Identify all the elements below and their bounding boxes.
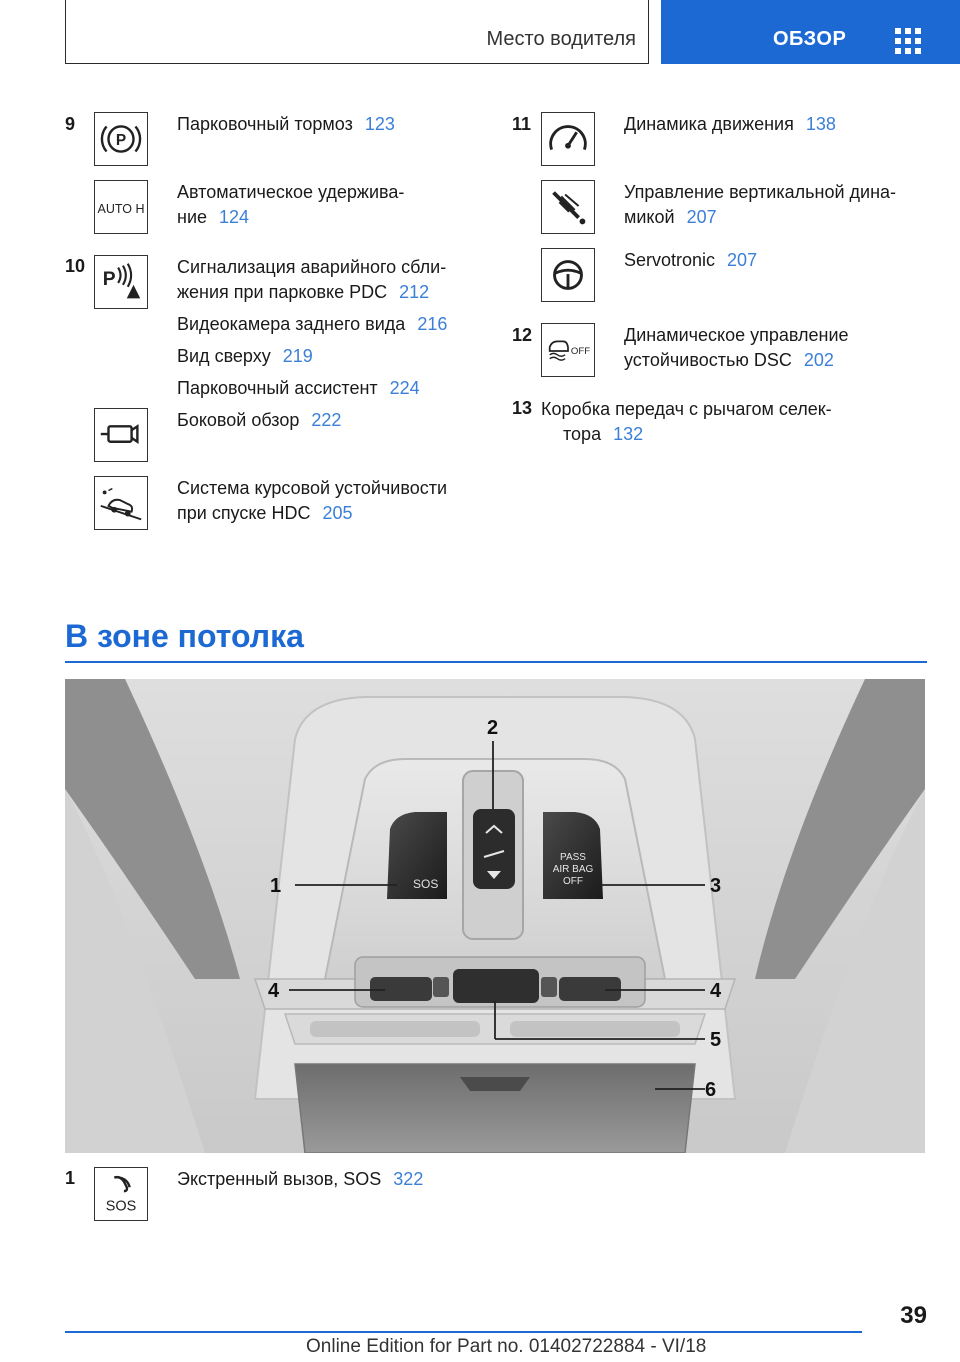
header-overview-tab[interactable] xyxy=(661,0,960,64)
item-label: ние xyxy=(177,207,208,227)
dsc-off-icon xyxy=(541,323,595,377)
item-number: 10 xyxy=(65,256,86,276)
page-link[interactable]: 205 xyxy=(322,503,353,523)
item-text xyxy=(541,397,832,447)
sos-icon xyxy=(94,1167,148,1221)
page-link[interactable]: 219 xyxy=(282,346,313,366)
page-link[interactable]: 124 xyxy=(219,207,250,227)
header-tab-label: ОБЗОР xyxy=(773,28,847,50)
airbag-label-2: AIR BAG xyxy=(552,864,594,875)
park-distance-control-icon xyxy=(94,255,148,309)
page-link[interactable]: 132 xyxy=(613,424,644,444)
callout-6: 6 xyxy=(705,1079,717,1101)
item-label: Динамическое управление xyxy=(624,325,849,345)
section-title: В зоне потолка xyxy=(65,618,304,654)
parking-brake-icon xyxy=(94,112,148,166)
page-link[interactable]: 123 xyxy=(364,114,395,134)
item-text xyxy=(177,476,447,526)
item-text xyxy=(177,255,446,305)
item-text xyxy=(177,180,404,230)
item-label: Сигнализация аварийного сбли- xyxy=(177,257,447,277)
grid-icon xyxy=(895,28,921,54)
item-number: 12 xyxy=(512,325,533,345)
item-label: Управление вертикальной дина- xyxy=(624,182,897,202)
item-text xyxy=(177,376,420,401)
airbag-label-3: OFF xyxy=(563,876,583,887)
item-label: Боковой обзор xyxy=(177,410,300,430)
item-label: Автоматическое удержива- xyxy=(177,182,405,202)
sos-button-label: SOS xyxy=(413,877,439,891)
item-text xyxy=(177,344,313,369)
airbag-label-1: PASS xyxy=(560,852,586,863)
callout-4-left: 4 xyxy=(268,980,280,1002)
vertical-dynamics-icon xyxy=(541,180,595,234)
item-label: Экстренный вызов, SOS xyxy=(177,1169,382,1189)
page-link[interactable]: 216 xyxy=(417,314,448,334)
item-text xyxy=(624,180,896,230)
section-divider xyxy=(65,661,927,663)
side-view-camera-icon xyxy=(94,408,148,462)
item-number: 13 xyxy=(512,398,533,418)
item-label: при спуске HDC xyxy=(177,503,311,523)
item-text xyxy=(624,323,849,373)
roof-console-photo xyxy=(65,679,925,1153)
item-label: Парковочный ассистент xyxy=(177,378,378,398)
item-text xyxy=(177,408,341,433)
item-label: устойчивостью DSC xyxy=(624,350,792,370)
page-number: 39 xyxy=(900,1302,927,1329)
callout-2: 2 xyxy=(487,717,499,739)
page-link[interactable]: 212 xyxy=(399,282,430,302)
svg-text:P: P xyxy=(115,131,127,149)
auto-hold-icon-text: AUTO H xyxy=(97,201,145,216)
item-label: Коробка передач с рычагом селек- xyxy=(541,399,832,419)
item-text xyxy=(624,248,757,273)
item-label: Система курсовой устойчивости xyxy=(177,478,448,498)
footer-edition: Online Edition for Part no. 01402722884 - VI/18 xyxy=(306,1336,707,1357)
sos-icon-text: SOS xyxy=(105,1198,137,1215)
header-section-box xyxy=(65,0,649,64)
item-label: жения при парковке PDC xyxy=(177,282,388,302)
callout-3: 3 xyxy=(710,875,722,897)
item-text xyxy=(177,312,447,337)
driving-dynamics-icon xyxy=(541,112,595,166)
footer-divider xyxy=(65,1331,862,1333)
page-link[interactable]: 202 xyxy=(803,350,834,370)
svg-text:P: P xyxy=(102,268,116,290)
page-link[interactable]: 224 xyxy=(389,378,420,398)
item-text xyxy=(624,112,836,137)
item-label: Парковочный тормоз xyxy=(177,114,353,134)
item-text xyxy=(177,1167,423,1192)
item-label: Динамика движения xyxy=(624,114,794,134)
hill-descent-control-icon xyxy=(94,476,148,530)
page-link[interactable]: 207 xyxy=(727,250,758,270)
dsc-off-icon-text: OFF xyxy=(570,345,591,357)
page-link[interactable]: 138 xyxy=(805,114,836,134)
callout-4-right: 4 xyxy=(710,980,722,1002)
page-link[interactable]: 222 xyxy=(311,410,342,430)
item-number: 11 xyxy=(512,114,532,134)
page-link[interactable]: 207 xyxy=(686,207,717,227)
callout-5: 5 xyxy=(710,1029,722,1051)
auto-hold-icon xyxy=(94,180,148,234)
steering-wheel-icon xyxy=(541,248,595,302)
header-section-title: Место водителя xyxy=(486,28,636,50)
callout-1: 1 xyxy=(270,875,282,897)
item-number: 1 xyxy=(65,1168,76,1188)
item-label: Видеокамера заднего вида xyxy=(177,314,406,334)
item-label: тора xyxy=(563,424,602,444)
item-number: 9 xyxy=(65,114,76,134)
page-link[interactable]: 322 xyxy=(393,1169,424,1189)
item-text xyxy=(177,112,395,137)
item-label: Вид сверху xyxy=(177,346,271,366)
item-label: микой xyxy=(624,207,675,227)
item-label: Servotronic xyxy=(624,250,716,270)
